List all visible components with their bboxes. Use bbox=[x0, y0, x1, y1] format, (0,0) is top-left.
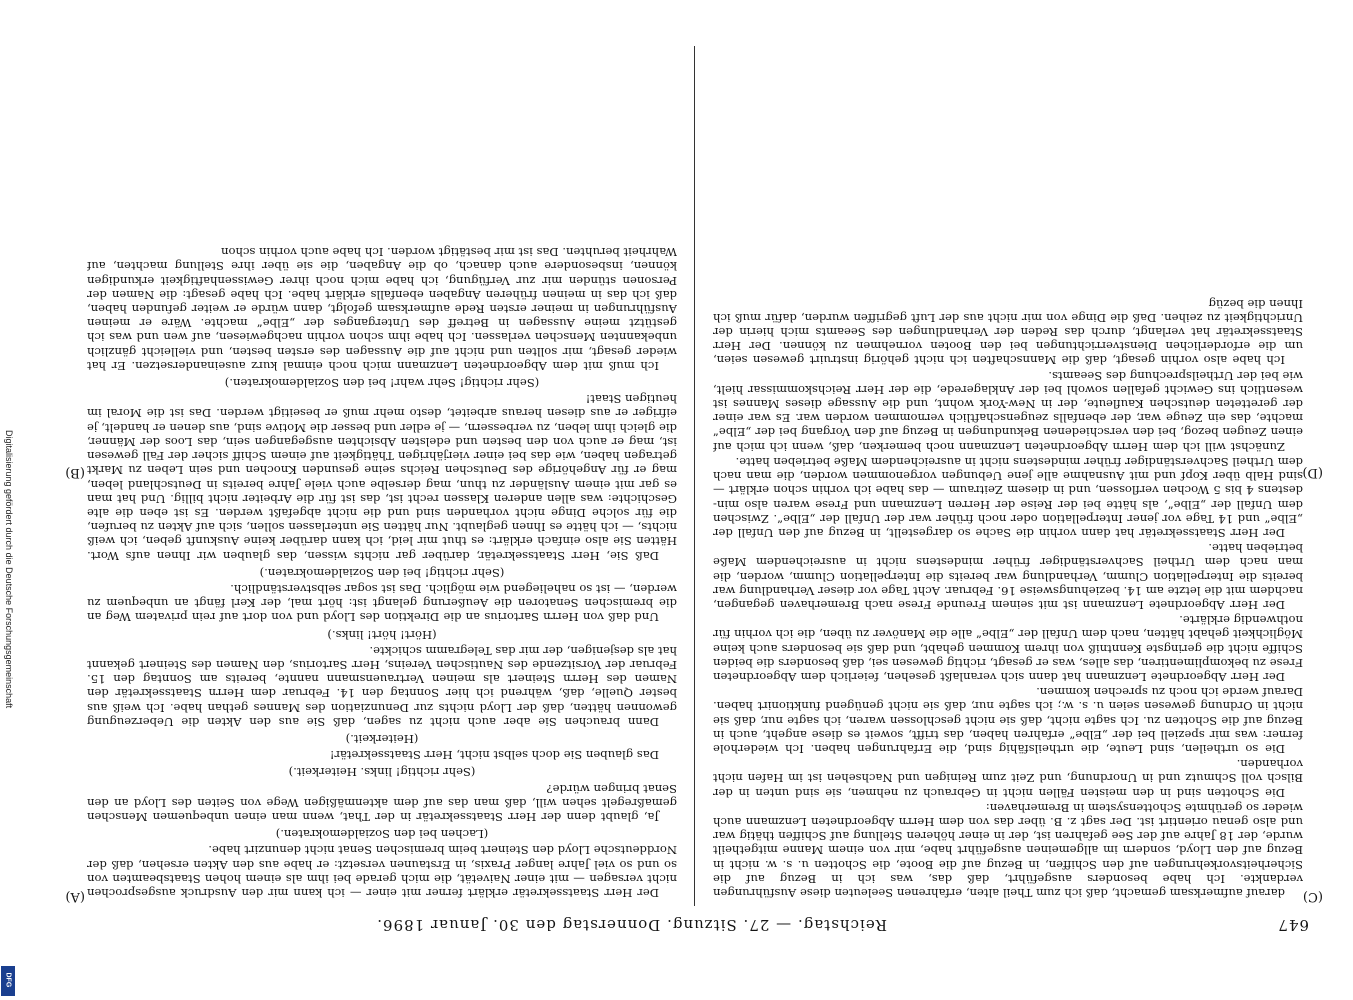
paragraph: Ja, glaubt denn der Herr Staatssekretär in der That, wenn man einen unbequemen Menschen gemaßregelt sehen will, daß man das auf dem aktenmäßigen Wege von Seiten des Lloyd an den Senat bringen würde? bbox=[87, 781, 677, 824]
paragraph: darauf aufmerksam gemacht, daß ich zum Theil alten, erfahrenen Seeleuten diese Ausführungen verdankte. Ich habe besonders ausgeführt, daß das, was ich in Bezug auf die Sicherheitsvorkehrungen auf den Schiffen, in Bezug auf die Boote, die Schotten u. s. w. nicht in Bezug auf den Lloyd, sondern im allgemeinen ausgeführt habe, mir von einem Manne mitgetheilt wurde, der 18 Jahre auf der See gefahren ist, der in einer höheren Stellung auf Schiffen thätig war und also genau orientirt ist. Der sagt z. B. über das von dem Herrn Abgeordneten Lenzmann auch wieder so gerühmte Schottensystem in Bremerhaven: bbox=[713, 800, 1303, 900]
paragraph: Der Herr Staatssekretär erklärt ferner mit einer — ich kann mir den Ausdruck ausgesprochen nicht versagen — mit einer Naivetät, die mich gerade bei ihm als einem hohen Staatsbeamten von so und so viel Jahre langer Praxis, in Erstaunen versetzt: er habe aus den Akten ersehen, daß der Norddeutsche Lloyd den Steinert beim bremischen Senat nicht denunzirt habe. bbox=[87, 843, 677, 900]
digitization-note bbox=[2, 430, 16, 1000]
digitization-note-text: Digitalisierung gefördert durch die Deutsche Forschungsgemeinschaft bbox=[4, 430, 14, 709]
interjection: (Sehr richtig! links. Heiterkeit.) bbox=[288, 765, 476, 780]
paragraph: Die Schotten sind in den meisten Fällen nicht in Gebrauch zu nehmen, sie sind unten in der Bilsch voll Schmutz und in Unordnung, und Zeit zum Reinigen und Nachsehen ist im Hafen nicht vorhanden. bbox=[713, 757, 1303, 800]
paragraph: Der Herr Staatssekretär hat dann vorhin die Sache so dargestellt, in Bezug auf den Unfall der „Elbe“ und 14 Tage vor jener Interpellation oder noch früher war der Unfall der „Elbe“. Zwischen dem Unfall der „Elbe“, als hätte bei der Reise der Herren Lenzmann und Frese waren also mindestens 4 bis 5 Wochen verflossen, und in diesem Zeitraum — das habe ich vorhin schon erklärt — sind Halb über Kopf und mit Ausnahme alle jene Uebungen vorgenommen worden, die man nach dem Urtheil Sachverständiger früher mindestens nicht in ausreichendem Maße betrieben hatte. bbox=[713, 454, 1303, 540]
page-header bbox=[72, 910, 1317, 940]
paragraph: Dann brauchen Sie aber auch nicht zu sagen, daß Sie aus den Akten die Ueberzeugung gewonnen hätten, daß der Lloyd nichts zur Denunziation des Mannes gethan habe. Ich weiß aus bester Quelle, daß, während ich hier Sonntag den 14. Februar dem Herrn Staatssekretär den Namen des Herrn Steinert als meinen Vertrauensmann nannte, bereits am Sonntag den 15. Februar der Vorsitzende des Nautischen Vereins, Herr Sartorius, den Namen des Steinert gekannt hat als desjenigen, der mir das Telegramm schickte. bbox=[87, 643, 677, 729]
margin-letter-b: (B) bbox=[65, 465, 85, 480]
interjection: (Sehr richtig! Sehr wahr! bei den Sozialdemokraten.) bbox=[224, 376, 540, 391]
paragraph: Und daß von Herrn Sartorius an die Direktion des Lloyd und von dort auf rein privatem Weg an die bremischen Senatoren die Aeußerung gelangt ist: hört mal, der Kerl fängt an unbequem zu werden, — ist so naheliegend wie möglich. Das ist sogar selbstverständlich. bbox=[87, 581, 677, 625]
column-divider bbox=[694, 46, 695, 906]
interjection: (Sehr richtig! bei den Sozialdemokraten.) bbox=[259, 565, 505, 580]
rotated-newspaper-page bbox=[65, 40, 1323, 940]
paragraph: Der Herr Abgeordnete Lenzmann ist mit seinem Freunde Frese nach Bremerhaven gegangen, nachdem mit die letzte am 14. beziehungsweise 16. Februar. Acht Tage vor dieser Verhandlung war bereits die Interpellation Clumm, Verhandlung war bereits die Interpellation Clumm, worden, die man nach dem Urtheil Sachverständiger früher mindestens nicht in ausreichendem Maße betrieben hatte. bbox=[713, 541, 1303, 612]
page-number: 647 bbox=[1277, 916, 1309, 934]
dfg-logo-text: DFG bbox=[4, 972, 12, 988]
dfg-logo bbox=[1, 966, 15, 996]
paragraph: Der Herr Abgeordnete Lenzmann hat dann sich veranlaßt gesehen, feierlich dem Abgeordneten Frese zu bekomplimentiren, das alles, was er gesagt, richtig gewesen sei, daß besonders die beiden Schiffe nicht die geringste Kenntniß von ihrem Kommen gehabt, und daß sie besonders auch keine Möglichkeit gehabt hätten, nach dem Unfall der „Elbe“ alle die Manöver zu üben, die ich vorhin für nothwendig erklärte. bbox=[713, 613, 1303, 684]
paragraph: Zunächst will ich dem Herrn Abgeordneten Lenzmann noch bemerken, daß, wenn ich mich auf einen Zeugen bezog, bei den verschiedenen Bekundungen in Bezug auf den Vorgang bei der „Elbe“ machte, das ein Zeuge war, der ebenfalls zeugenschaftlich vernommen worden war. Es war einer der geretteten deutschen Kaufleute, der in New-York wohnt, und die Aussage dieses Mannes ist wesentlich ins Gewicht gefallen sowohl bei der Anklagerede, die der Herr Reichskommissar hielt, wie bei der Urtheilsprechung des Seeamts. bbox=[713, 368, 1303, 454]
right-column bbox=[87, 45, 677, 900]
interjection: (Lachen bei den Sozialdemokraten.) bbox=[275, 827, 489, 842]
running-head: Reichstag. — 27. Sitzung. Donnerstag den 30. Januar 1896. bbox=[376, 916, 887, 934]
margin-letter-d: (D) bbox=[1302, 465, 1323, 480]
margin-letter-a: (A) bbox=[65, 889, 85, 904]
left-column bbox=[713, 45, 1303, 900]
margin-letter-c: (C) bbox=[1302, 889, 1323, 904]
paragraph: Das glauben Sie doch selbst nicht, Herr Staatssekretär! bbox=[329, 748, 659, 763]
interjection: (Hört! hört! links.) bbox=[327, 627, 437, 642]
paragraph: Ich muß mit dem Abgeordneten Lenzmann mich noch einmal kurz auseinandersetzen. Er hat wieder gesagt, mir sollten und nicht auf die Aussagen des ersten besten, und vielleicht gänzlich unbekannten Menschen verlassen. Ich habe ihm schon vorhin nachgewiesen, auf wen und was ich gestützt meine Aussagen in Betreff des Unterganges der „Elbe“ machte. Wäre er meinen Ausführungen in meiner ersten Rede aufmerksam gefolgt, dann würde er weiter gefunden haben, daß ich das in meinen früheren Angaben ebenfalls erklärt habe. Ich habe gesagt: die Namen der Personen stünden mir zur Verfügung, ich habe mich noch ihrer Gewissenhaftigkeit erkundigen können, insbesondere auch danach, ob die Angaben, die sie über ihre Stellung machten, auf Wahrheit beruhten. Das ist mir bestätigt worden. Ich habe auch vorhin schon bbox=[87, 245, 677, 373]
interjection: (Heiterkeit.) bbox=[345, 731, 419, 746]
paragraph: Daß Sie, Herr Staatssekretär, darüber gar nichts wissen, das glauben wir Ihnen aufs Wort. Hätten Sie also einfach erklärt: es thut mir leid, ich kann darüber keine Auskunft geben, ich weiß nichts, — ich hätte es Ihnen geglaubt. Nur hätten Sie unterlassen sollen, sich auf Akten zu berufen, die für solche Dinge nicht vorhanden sind und die nicht abgefaßt werden. Es ist eben die alte Geschichte: was allen anderen Klassen recht ist, das ist für die Arbeiter nicht billig. Und hat man es gar mit einem Ausländer zu thun, mag derselbe auch viele Jahre bereits in Deutschland leben, mag er für Angehörige des Deutschen Reichs seine gesunden Knochen und sein Leben zu Markt getragen haben, wie das bei einer vierjährigen Thätigkeit auf einem Schiff sicher der Fall gewesen ist, mag er auch von den besten und edelsten Absichten ausgegangen sein, das Loos der Männer, die gleich ihm leben, zu verbessern, — je edler und besser die Motive sind, aus denen er handelt, je eifriger er aus diesen heraus arbeitet, desto mehr muß er beseitigt werden. Das ist die Moral im heutigen Staat! bbox=[87, 392, 677, 563]
paragraph: Die so urtheilen, sind Leute, die urtheilsfähig sind, die Erfahrungen haben. Ich wiederhole ferner: was mir speziell bei der „Elbe“ erfahren haben, das trifft, soweit es diese angeht, auch in Bezug auf die Schotten zu. Ich sagte nicht, daß sie nicht geschlossen waren, ich sagte nur, daß sie nicht in Ordnung gewesen seien u. s. w.; ich sagte nur, daß sie nicht genügend funktionirt haben. Darauf werde ich noch zu sprechen kommen. bbox=[713, 685, 1303, 756]
paragraph: Ich habe also vorhin gesagt, daß die Mannschaften ich nicht gehörig instruirt gewesen seien, um die erforderlichen Dienstverrichtungen bei den Booten vornehmen zu können. Der Herr Staatssekretär hat verlangt, durch das Reden der Verhandlungen des Seeamts mich hierin der Unrichtigkeit zu zeihen. Daß die Dinge von mir nicht aus der Luft gegriffen wurden, dafür muß ich Ihnen die bezüg bbox=[713, 296, 1303, 368]
